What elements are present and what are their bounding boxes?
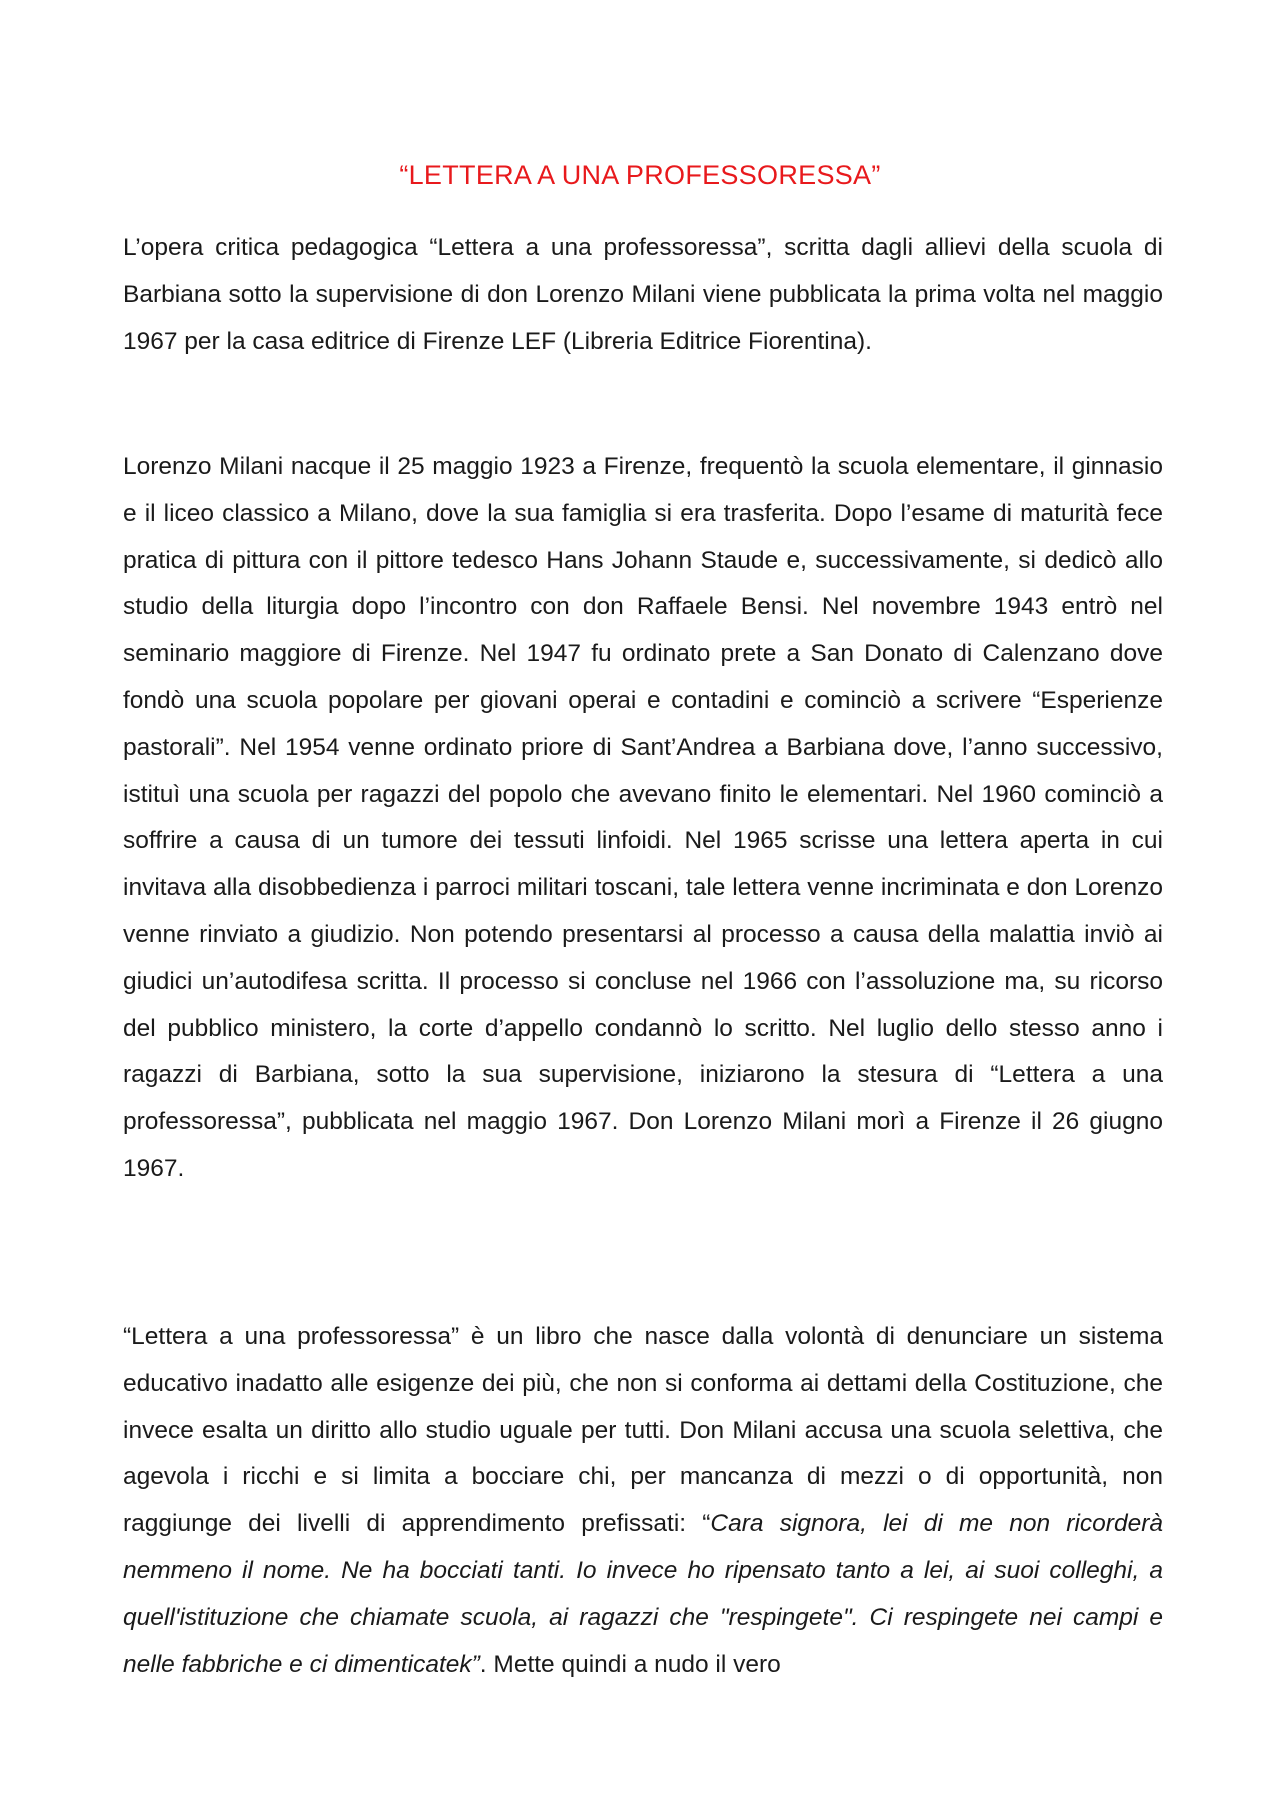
paragraph-intro: L’opera critica pedagogica “Lettera a una professoressa”, scritta dagli allievi della scuola di Barbiana sotto la supervisione di don Lorenzo Milani viene pubblicata la prima volta nel maggio 1967 per la casa editrice di Firenze LEF (Libreria Editrice Fiorentina). <box>123 234 1163 355</box>
paragraph-analysis <box>123 1314 1163 1688</box>
quote-cara-signora: Cara signora, lei di me non ricorderà nemmeno il nome. Ne ha bocciati tanti. Io invece ho ripensato tanto a lei, ai suoi colleghi, a quell'istituzione che chiamate scuola, ai ragazzi che "respingete". Ci respingete nei campi e nelle fabbriche e ci dimenticatek” <box>123 1510 1163 1678</box>
paragraph-analysis-text: “Lettera a una professoressa” è un libro che nasce dalla volontà di denunciare un sistema educativo inadatto alle esigenze dei più, che non si conforma ai dettami della Costituzione, che invece esalta un diritto allo studio uguale per tutti. Don Milani accusa una scuola selettiva, che agevola i ricchi e si limita a bocciare chi, per mancanza di mezzi o di opportunità, non raggiunge dei livelli di apprendimento prefissati: “ <box>123 1323 1163 1538</box>
paragraph-analysis-continuation: . Mette quindi a nudo il vero <box>479 1650 781 1678</box>
paragraph-biography: Lorenzo Milani nacque il 25 maggio 1923 a Firenze, frequentò la scuola elementare, il ginnasio e il liceo classico a Milano, dove la sua famiglia si era trasferita. Dopo l’esame di maturità fece pratica di pittura con il pittore tedesco Hans Johann Staude e, successivamente, si dedicò allo studio della liturgia dopo l’incontro con don Raffaele Bensi. Nel novembre 1943 entrò nel seminario maggiore di Firenze. Nel 1947 fu ordinato prete a San Donato di Calenzano dove fondò una scuola popolare per giovani operai e contadini e cominciò a scrivere “Esperienze pastorali”. Nel 1954 venne ordinato priore di Sant’Andrea a Barbiana dove, l’anno successivo, istituì una scuola per ragazzi del popolo che avevano finito le elementari. Nel 1960 cominciò a soffrire a causa di un tumore dei tessuti linfoidi. Nel 1965 scrisse una lettera aperta in cui invitava alla disobbedienza i parroci militari toscani, tale lettera venne incriminata e don Lorenzo venne rinviato a giudizio. Non potendo presentarsi al processo a causa della malattia inviò ai giudici un’autodifesa scritta. Il processo si concluse nel 1966 con l’assoluzione ma, su ricorso del pubblico ministero, la corte d’appello condannò lo scritto. Nel luglio dello stesso anno i ragazzi di Barbiana, sotto la sua supervisione, iniziarono la stesura di “Lettera a una professoressa”, pubblicata nel maggio 1967. Don Lorenzo Milani morì a Firenze il 26 giugno 1967. <box>123 453 1163 1182</box>
document-title: “LETTERA A UNA PROFESSORESSA” <box>399 160 881 190</box>
